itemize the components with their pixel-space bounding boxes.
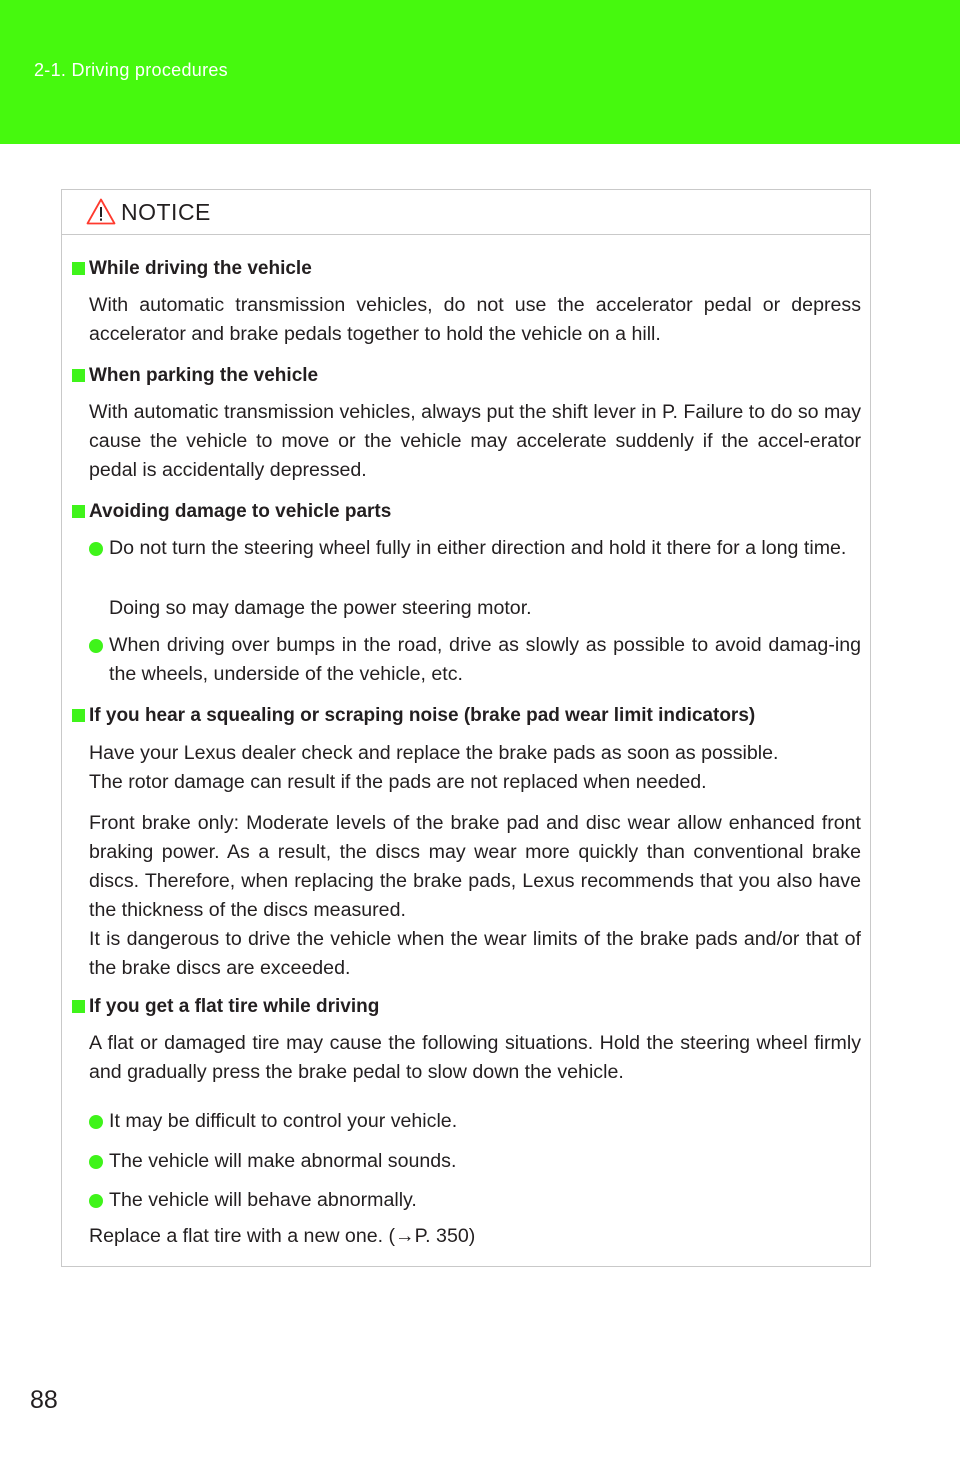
paragraph: Doing so may damage the power steering motor.	[109, 597, 532, 619]
paragraph: The rotor damage can result if the pads are not replaced when needed.	[89, 771, 707, 793]
round-bullet-icon	[89, 1194, 103, 1208]
square-bullet-icon	[72, 505, 85, 518]
paragraph: It is dangerous to drive the vehicle when the wear limits of the brake pads and/or that of the brake discs are exceeded.	[89, 928, 861, 979]
header-bar	[0, 0, 960, 144]
paragraph: Front brake only: Moderate levels of the brake pad and disc wear allow enhanced front braking power. As a result, the discs may wear more quickly than conventional brake discs. Therefore, when replacing the brake pads, Lexus recommends that you also have the thickness of the discs measured.	[89, 812, 861, 921]
round-bullet-icon	[89, 542, 103, 556]
page-number: 88	[30, 1386, 58, 1414]
square-bullet-icon	[72, 262, 85, 275]
paragraph: Have your Lexus dealer check and replace the brake pads as soon as possible.	[89, 742, 779, 764]
round-bullet-icon	[89, 639, 103, 653]
paragraph: A flat or damaged tire may cause the following situations. Hold the steering wheel firmly and gradually press the brake pedal to slow down the vehicle.	[89, 1032, 861, 1083]
notice-header	[62, 190, 870, 235]
paragraph: With automatic transmission vehicles, do not use the accelerator pedal or depress accelerator and brake pedals together to hold the vehicle on a hill.	[89, 294, 861, 345]
round-bullet-icon	[89, 1155, 103, 1169]
warning-triangle-icon	[86, 198, 116, 225]
page-reference: Replace a flat tire with a new one. (→P. 350)	[89, 1225, 476, 1247]
section-title: 2-1. Driving procedures	[34, 60, 228, 80]
paragraph: With automatic transmission vehicles, always put the shift lever in P. Failure to do so may cause the vehicle to move or the vehicle may accelerate suddenly if the accel-erator pedal is accidentally depressed.	[89, 401, 861, 481]
round-bullet-icon	[89, 1115, 103, 1129]
square-bullet-icon	[72, 709, 85, 722]
notice-label: NOTICE	[121, 199, 211, 225]
square-bullet-icon	[72, 1000, 85, 1013]
notice-box: NOTICE While driving the vehicle With automatic transmission vehicles, do not use the accelerator pedal or depress accelerator and brake pedals together to hold the vehicle on a hill. When parking the vehicle With automatic transmission vehicles, always put the shift lever in P. Failure to do so may cause the vehicle to move or the vehicle may accelerate suddenly if the accel-erator pedal is accidentally depressed. Avoiding damage to vehicle parts Do not turn the steering wheel fully in either direction and hold it there for a long time. Doing so may damage the power steering motor. When driving over bumps in the road, drive as slowly as possible to avoid damag-ing the wheels, underside of the vehicle, etc. If you hear a squealing or scraping noise (brake pad wear limit indicators) Have your Lexus dealer check and replace the brake pads as soon as possible. The rotor damage can result if the pads are not replaced when needed. Front brake only: Moderate levels of the brake pad and disc wear allow enhanced front braking power. As a result, the discs may wear more quickly than conventional brake discs. Therefore, when replacing the brake pads, Lexus recommends that you also have the thickness of the discs measured. It is dangerous to drive the vehicle when the wear limits of the brake pads and/or that of the brake discs are exceeded. If you get a flat tire while driving A flat or damaged tire may cause the following situations. Hold the steering wheel firmly and gradually press the brake pedal to slow down the vehicle. It may be difficult to control your vehicle. The vehicle will make abnormal sounds. The vehicle will behave abnormally. Replace a flat tire with a new one. (→P. 350)	[61, 189, 871, 1267]
square-bullet-icon	[72, 369, 85, 382]
